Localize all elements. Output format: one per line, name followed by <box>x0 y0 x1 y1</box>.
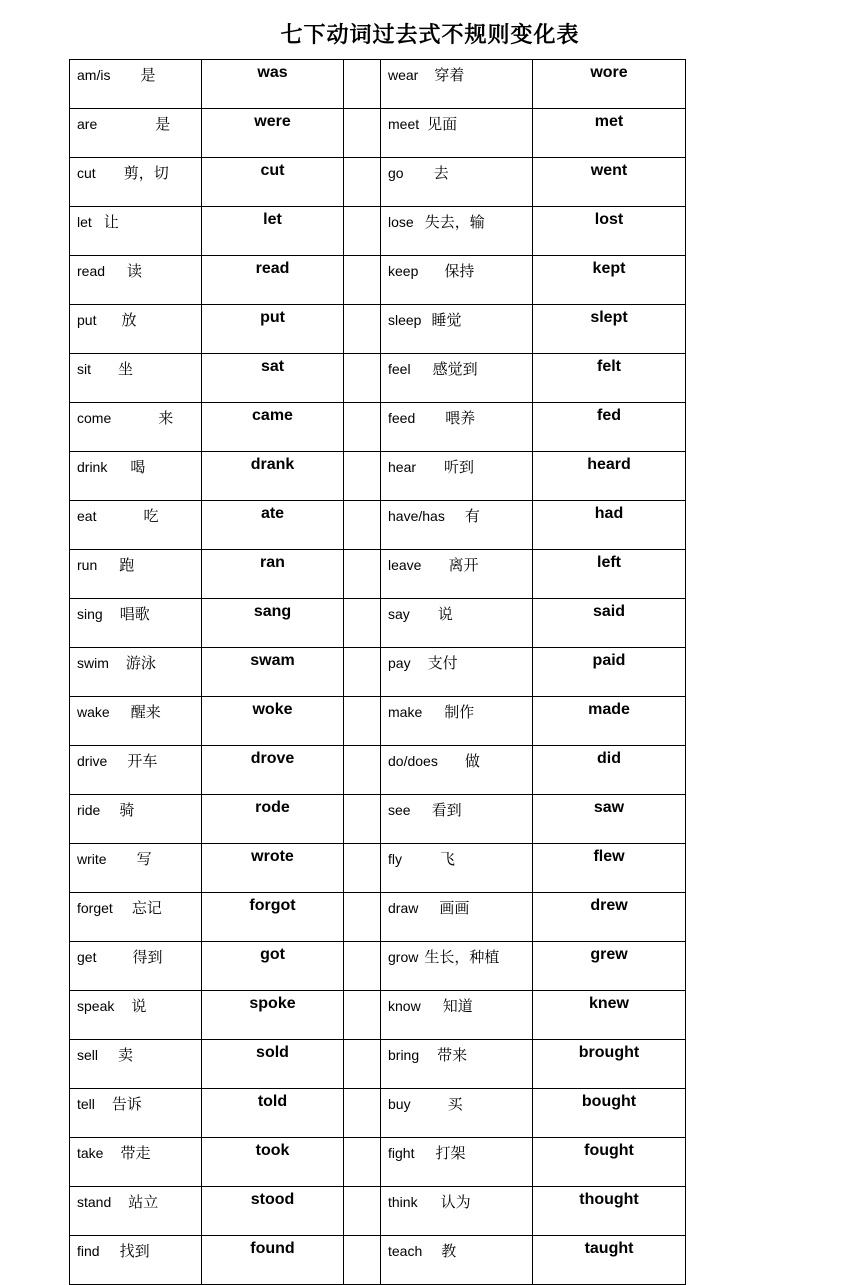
verb-past-tense: took <box>202 1138 344 1187</box>
verb-past-tense: let <box>202 207 344 256</box>
verb-word-cell <box>381 158 533 207</box>
verb-word-cell <box>70 844 202 893</box>
table-row <box>70 207 686 256</box>
column-spacer <box>344 207 381 256</box>
verb-english: read <box>77 263 106 279</box>
verb-word-cell <box>381 746 533 795</box>
verb-word-cell <box>70 991 202 1040</box>
verb-chinese: 说 <box>131 997 147 1015</box>
verb-past-tense: grew <box>533 942 686 991</box>
verb-table <box>69 59 686 1285</box>
verb-word-cell <box>70 1089 202 1138</box>
column-spacer <box>344 893 381 942</box>
verb-word-cell <box>70 599 202 648</box>
verb-past-tense: bought <box>533 1089 686 1138</box>
verb-english: come <box>77 410 112 426</box>
verb-english: feel <box>388 361 411 377</box>
verb-english: draw <box>388 900 419 916</box>
verb-past-tense: sold <box>202 1040 344 1089</box>
column-spacer <box>344 1089 381 1138</box>
verb-chinese: 支付 <box>427 654 458 672</box>
table-row <box>70 1236 686 1285</box>
verb-word-cell <box>70 207 202 256</box>
page-title: 七下动词过去式不规则变化表 <box>280 23 580 48</box>
verb-word-cell <box>381 1187 533 1236</box>
verb-english: run <box>77 557 98 573</box>
verb-past-tense: heard <box>533 452 686 501</box>
column-spacer <box>344 452 381 501</box>
table-row <box>70 844 686 893</box>
verb-past-tense: sang <box>202 599 344 648</box>
verb-word-cell <box>70 648 202 697</box>
verb-chinese: 喂养 <box>445 409 476 427</box>
verb-english: eat <box>77 508 97 524</box>
verb-past-tense: flew <box>533 844 686 893</box>
verb-past-tense: forgot <box>202 893 344 942</box>
table-row <box>70 648 686 697</box>
verb-past-tense: had <box>533 501 686 550</box>
verb-word-cell <box>70 403 202 452</box>
verb-english: feed <box>388 410 416 426</box>
verb-word-cell <box>70 354 202 403</box>
verb-chinese: 剪，切 <box>123 164 169 182</box>
verb-past-tense: ran <box>202 550 344 599</box>
verb-word-cell <box>381 207 533 256</box>
verb-chinese: 知道 <box>442 997 473 1015</box>
verb-chinese: 开车 <box>127 752 158 770</box>
verb-word-cell <box>70 158 202 207</box>
verb-english: teach <box>388 1243 423 1259</box>
column-spacer <box>344 550 381 599</box>
verb-past-tense: thought <box>533 1187 686 1236</box>
column-spacer <box>344 403 381 452</box>
verb-word-cell <box>381 109 533 158</box>
table-row <box>70 599 686 648</box>
verb-english: take <box>77 1145 104 1161</box>
verb-english: see <box>388 802 411 818</box>
verb-chinese: 醒来 <box>130 703 161 721</box>
verb-chinese: 做 <box>464 752 480 770</box>
column-spacer <box>344 158 381 207</box>
column-spacer <box>344 1138 381 1187</box>
verb-word-cell <box>381 403 533 452</box>
verb-english: write <box>77 851 107 867</box>
verb-past-tense: fought <box>533 1138 686 1187</box>
verb-chinese: 坐 <box>118 360 134 378</box>
verb-chinese: 是 <box>155 115 171 133</box>
verb-english: do/does <box>388 753 438 769</box>
column-spacer <box>344 697 381 746</box>
table-row <box>70 697 686 746</box>
column-spacer <box>344 109 381 158</box>
column-spacer <box>344 60 381 109</box>
verb-english: leave <box>388 557 422 573</box>
verb-past-tense: sat <box>202 354 344 403</box>
verb-word-cell <box>381 648 533 697</box>
verb-chinese: 吃 <box>143 507 159 525</box>
verb-word-cell <box>381 354 533 403</box>
verb-chinese: 离开 <box>448 556 479 574</box>
verb-past-tense: drank <box>202 452 344 501</box>
verb-chinese: 跑 <box>119 556 135 574</box>
verb-word-cell <box>70 550 202 599</box>
verb-english: know <box>388 998 421 1014</box>
verb-word-cell <box>381 256 533 305</box>
verb-past-tense: said <box>533 599 686 648</box>
verb-chinese: 见面 <box>427 115 458 133</box>
verb-chinese: 唱歌 <box>119 605 150 623</box>
table-row <box>70 354 686 403</box>
verb-past-tense: made <box>533 697 686 746</box>
table-row <box>70 991 686 1040</box>
verb-english: let <box>77 214 92 230</box>
verb-chinese: 带来 <box>437 1046 468 1064</box>
table-row <box>70 256 686 305</box>
column-spacer <box>344 305 381 354</box>
verb-past-tense: saw <box>533 795 686 844</box>
verb-chinese: 说 <box>437 605 453 623</box>
verb-word-cell <box>381 1138 533 1187</box>
column-spacer <box>344 1040 381 1089</box>
verb-word-cell <box>70 452 202 501</box>
verb-word-cell <box>70 746 202 795</box>
verb-english: sleep <box>388 312 422 328</box>
table-row <box>70 1187 686 1236</box>
verb-english: wake <box>77 704 110 720</box>
verb-chinese: 认为 <box>440 1193 471 1211</box>
verb-word-cell <box>70 795 202 844</box>
verb-chinese: 睡觉 <box>431 311 462 329</box>
table-row <box>70 550 686 599</box>
verb-past-tense: wrote <box>202 844 344 893</box>
verb-word-cell <box>70 1236 202 1285</box>
verb-english: am/is <box>77 67 111 83</box>
verb-past-tense: stood <box>202 1187 344 1236</box>
verb-past-tense: knew <box>533 991 686 1040</box>
verb-past-tense: slept <box>533 305 686 354</box>
verb-past-tense: put <box>202 305 344 354</box>
verb-past-tense: cut <box>202 158 344 207</box>
verb-past-tense: was <box>202 60 344 109</box>
column-spacer <box>344 354 381 403</box>
verb-chinese: 找到 <box>119 1242 150 1260</box>
verb-chinese: 读 <box>127 262 143 280</box>
verb-english: bring <box>388 1047 420 1063</box>
verb-past-tense: felt <box>533 354 686 403</box>
verb-past-tense: rode <box>202 795 344 844</box>
verb-chinese: 告诉 <box>111 1095 142 1113</box>
verb-english: sell <box>77 1047 99 1063</box>
verb-past-tense: woke <box>202 697 344 746</box>
verb-word-cell <box>381 501 533 550</box>
verb-word-cell <box>381 942 533 991</box>
verb-english: buy <box>388 1096 411 1112</box>
verb-english: grow <box>388 949 419 965</box>
verb-past-tense: drew <box>533 893 686 942</box>
verb-word-cell <box>381 599 533 648</box>
verb-english: tell <box>77 1096 95 1112</box>
verb-chinese: 是 <box>140 66 156 84</box>
verb-chinese: 写 <box>136 850 152 868</box>
verb-word-cell <box>70 1138 202 1187</box>
table-row <box>70 1040 686 1089</box>
verb-english: hear <box>388 459 417 475</box>
verb-chinese: 去 <box>433 164 449 182</box>
verb-past-tense: wore <box>533 60 686 109</box>
table-row <box>70 403 686 452</box>
column-spacer <box>344 1236 381 1285</box>
verb-chinese: 飞 <box>440 850 456 868</box>
table-row <box>70 60 686 109</box>
verb-english: are <box>77 116 98 132</box>
verb-word-cell <box>381 1236 533 1285</box>
verb-past-tense: kept <box>533 256 686 305</box>
verb-past-tense: fed <box>533 403 686 452</box>
column-spacer <box>344 256 381 305</box>
verb-past-tense: did <box>533 746 686 795</box>
verb-chinese: 带走 <box>120 1144 151 1162</box>
table-row <box>70 893 686 942</box>
table-row <box>70 158 686 207</box>
verb-english: forget <box>77 900 113 916</box>
verb-english: sing <box>77 606 103 622</box>
verb-chinese: 买 <box>447 1095 463 1113</box>
column-spacer <box>344 501 381 550</box>
verb-english: go <box>388 165 404 181</box>
verb-word-cell <box>70 893 202 942</box>
verb-chinese: 生长，种植 <box>424 948 500 966</box>
verb-past-tense: taught <box>533 1236 686 1285</box>
verb-word-cell <box>70 1040 202 1089</box>
verb-past-tense: found <box>202 1236 344 1285</box>
verb-word-cell <box>70 256 202 305</box>
verb-english: cut <box>77 165 96 181</box>
verb-chinese: 骑 <box>119 801 135 819</box>
verb-past-tense: met <box>533 109 686 158</box>
verb-word-cell <box>381 844 533 893</box>
table-row <box>70 501 686 550</box>
verb-chinese: 得到 <box>132 948 163 966</box>
table-row <box>70 452 686 501</box>
table-row <box>70 942 686 991</box>
verb-past-tense: told <box>202 1089 344 1138</box>
verb-chinese: 让 <box>103 213 119 231</box>
column-spacer <box>344 1187 381 1236</box>
column-spacer <box>344 844 381 893</box>
verb-word-cell <box>381 452 533 501</box>
verb-word-cell <box>70 501 202 550</box>
verb-past-tense: brought <box>533 1040 686 1089</box>
verb-english: stand <box>77 1194 112 1210</box>
verb-word-cell <box>381 795 533 844</box>
verb-chinese: 听到 <box>444 458 475 476</box>
verb-word-cell <box>70 305 202 354</box>
verb-word-cell <box>381 1089 533 1138</box>
verb-word-cell <box>381 697 533 746</box>
verb-chinese: 游泳 <box>125 654 156 672</box>
column-spacer <box>344 991 381 1040</box>
table-row <box>70 109 686 158</box>
verb-past-tense: left <box>533 550 686 599</box>
verb-chinese: 喝 <box>130 458 146 476</box>
verb-word-cell <box>381 893 533 942</box>
table-row <box>70 746 686 795</box>
verb-past-tense: drove <box>202 746 344 795</box>
verb-chinese: 看到 <box>431 801 462 819</box>
verb-chinese: 感觉到 <box>432 360 478 378</box>
verb-chinese: 来 <box>158 409 174 427</box>
column-spacer <box>344 746 381 795</box>
verb-chinese: 保持 <box>444 262 475 280</box>
verb-word-cell <box>381 60 533 109</box>
verb-past-tense: spoke <box>202 991 344 1040</box>
verb-english: get <box>77 949 97 965</box>
table-row <box>70 1089 686 1138</box>
verb-past-tense: got <box>202 942 344 991</box>
verb-past-tense: went <box>533 158 686 207</box>
verb-word-cell <box>381 991 533 1040</box>
verb-word-cell <box>70 109 202 158</box>
table-row <box>70 305 686 354</box>
verb-word-cell <box>70 1187 202 1236</box>
verb-past-tense: swam <box>202 648 344 697</box>
column-spacer <box>344 942 381 991</box>
verb-english: find <box>77 1243 100 1259</box>
verb-word-cell <box>70 60 202 109</box>
verb-past-tense: were <box>202 109 344 158</box>
column-spacer <box>344 795 381 844</box>
verb-chinese: 站立 <box>128 1193 159 1211</box>
verb-english: drive <box>77 753 108 769</box>
table-row <box>70 1138 686 1187</box>
verb-past-tense: came <box>202 403 344 452</box>
verb-english: fly <box>388 851 402 867</box>
verb-english: sit <box>77 361 91 377</box>
verb-english: put <box>77 312 97 328</box>
verb-english: meet <box>388 116 420 132</box>
verb-chinese: 忘记 <box>131 899 162 917</box>
table-row <box>70 795 686 844</box>
verb-past-tense: read <box>202 256 344 305</box>
verb-past-tense: lost <box>533 207 686 256</box>
verb-english: make <box>388 704 423 720</box>
verb-word-cell <box>70 942 202 991</box>
verb-word-cell <box>381 305 533 354</box>
verb-english: pay <box>388 655 411 671</box>
verb-english: lose <box>388 214 414 230</box>
verb-chinese: 有 <box>464 507 480 525</box>
verb-chinese: 制作 <box>444 703 475 721</box>
verb-word-cell <box>381 1040 533 1089</box>
verb-chinese: 打架 <box>435 1144 466 1162</box>
verb-word-cell <box>381 550 533 599</box>
verb-chinese: 卖 <box>118 1046 134 1064</box>
column-spacer <box>344 648 381 697</box>
verb-chinese: 教 <box>441 1242 457 1260</box>
verb-english: swim <box>77 655 109 671</box>
verb-word-cell <box>70 697 202 746</box>
verb-english: fight <box>388 1145 415 1161</box>
verb-english: speak <box>77 998 115 1014</box>
verb-chinese: 放 <box>121 311 137 329</box>
verb-english: say <box>388 606 410 622</box>
verb-chinese: 失去，输 <box>424 213 485 231</box>
verb-english: drink <box>77 459 108 475</box>
verb-past-tense: paid <box>533 648 686 697</box>
column-spacer <box>344 599 381 648</box>
verb-english: keep <box>388 263 419 279</box>
verb-chinese: 画画 <box>439 899 470 917</box>
verb-chinese: 穿着 <box>434 66 465 84</box>
verb-english: think <box>388 1194 418 1210</box>
verb-past-tense: ate <box>202 501 344 550</box>
verb-english: ride <box>77 802 101 818</box>
verb-english: wear <box>388 67 419 83</box>
verb-english: have/has <box>388 508 445 524</box>
